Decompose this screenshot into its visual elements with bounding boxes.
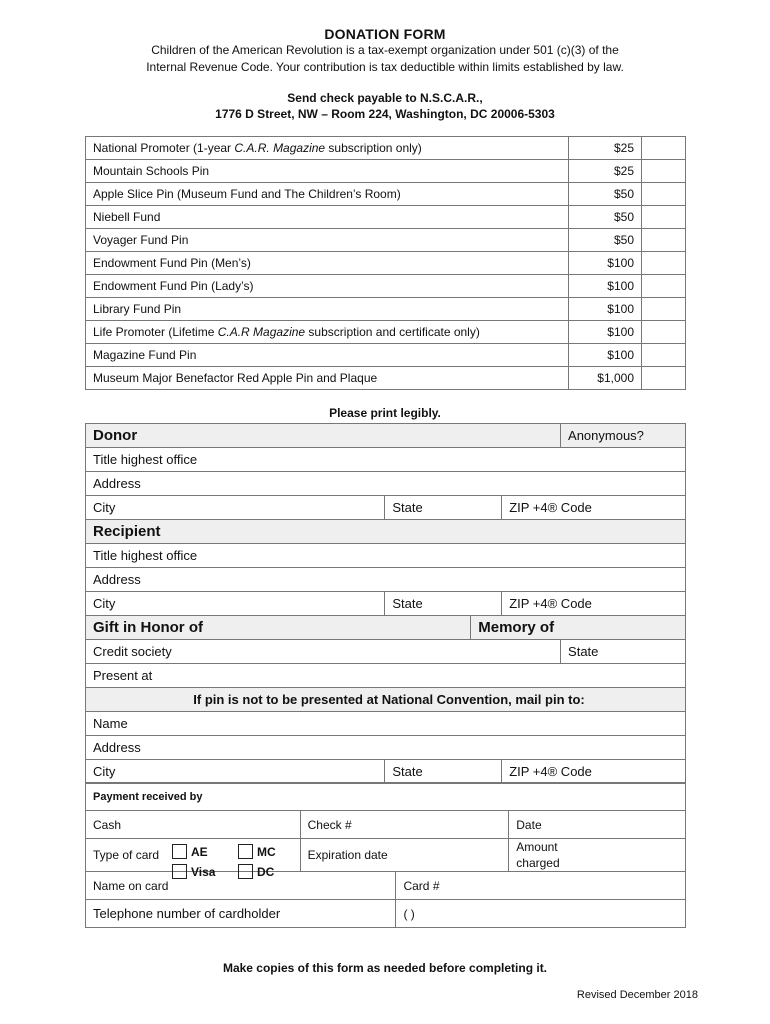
item-price: $1,000 bbox=[569, 367, 642, 390]
donation-item-row bbox=[86, 298, 686, 321]
donation-item-row bbox=[86, 206, 686, 229]
intro-text-line-1: Children of the American Revolution is a tax-exempt organization under 501 (c)(3) of the bbox=[151, 43, 619, 57]
card-number-field[interactable]: Card # bbox=[396, 872, 686, 900]
memory-of-field[interactable]: Memory of bbox=[471, 616, 686, 640]
item-price: $100 bbox=[569, 344, 642, 367]
mail-zip-field[interactable]: ZIP +4® Code bbox=[502, 760, 686, 784]
recipient-zip-field[interactable]: ZIP +4® Code bbox=[502, 592, 686, 616]
date-field[interactable]: Date bbox=[509, 811, 686, 839]
donation-items-table bbox=[85, 136, 686, 390]
item-price: $100 bbox=[569, 252, 642, 275]
ae-checkbox[interactable] bbox=[172, 844, 187, 859]
type-of-card-label: Type of card bbox=[93, 848, 160, 862]
visa-label: Visa bbox=[191, 864, 216, 879]
dc-checkbox[interactable] bbox=[238, 864, 253, 879]
gift-in-honor-field[interactable]: Gift in Honor of bbox=[86, 616, 471, 640]
dc-label: DC bbox=[257, 864, 275, 879]
donor-zip-field[interactable]: ZIP +4® Code bbox=[502, 496, 686, 520]
item-description: Endowment Fund Pin (Men’s) bbox=[86, 252, 569, 275]
form-title: DONATION FORM bbox=[324, 26, 446, 42]
donor-recipient-form bbox=[85, 423, 686, 784]
telephone-label: Telephone number of cardholder bbox=[86, 900, 396, 928]
item-description: Library Fund Pin bbox=[86, 298, 569, 321]
payment-received-by-heading: Payment received by bbox=[86, 783, 686, 811]
check-number-field[interactable]: Check # bbox=[300, 811, 509, 839]
donation-item-row bbox=[86, 321, 686, 344]
item-price: $50 bbox=[569, 183, 642, 206]
charged-label: charged bbox=[516, 856, 560, 870]
donor-title-field[interactable]: Title highest office bbox=[86, 448, 686, 472]
item-description: Museum Major Benefactor Red Apple Pin and Plaque bbox=[86, 367, 569, 390]
donation-item-row bbox=[86, 252, 686, 275]
telephone-field[interactable]: ( ) bbox=[396, 900, 686, 928]
print-legibly-note: Please print legibly. bbox=[329, 406, 441, 420]
donation-item-row bbox=[86, 344, 686, 367]
mail-name-field[interactable]: Name bbox=[86, 712, 686, 736]
visa-checkbox[interactable] bbox=[172, 864, 187, 879]
revision-date: Revised December 2018 bbox=[576, 989, 698, 1001]
item-price: $100 bbox=[569, 275, 642, 298]
ae-label: AE bbox=[191, 844, 208, 859]
intro-text-line-2: Internal Revenue Code. Your contribution is tax deductible within limits established by law. bbox=[146, 60, 624, 74]
item-selection-cell[interactable] bbox=[642, 137, 686, 160]
donation-item-row bbox=[86, 275, 686, 298]
item-description: Apple Slice Pin (Museum Fund and The Children’s Room) bbox=[86, 183, 569, 206]
item-description: Endowment Fund Pin (Lady’s) bbox=[86, 275, 569, 298]
copies-note: Make copies of this form as needed before completing it. bbox=[222, 961, 548, 975]
mc-option[interactable] bbox=[238, 844, 276, 859]
item-description: Life Promoter (Lifetime C.A.R Magazine subscription and certificate only) bbox=[86, 321, 569, 344]
mailing-address: 1776 D Street, NW – Room 224, Washington, DC 20006-5303 bbox=[215, 107, 555, 121]
item-selection-cell[interactable] bbox=[642, 252, 686, 275]
item-price: $25 bbox=[569, 160, 642, 183]
mail-city-field[interactable]: City bbox=[86, 760, 385, 784]
item-selection-cell[interactable] bbox=[642, 344, 686, 367]
recipient-address-field[interactable]: Address bbox=[86, 568, 686, 592]
donor-address-field[interactable]: Address bbox=[86, 472, 686, 496]
amount-label: Amount bbox=[516, 840, 558, 854]
item-selection-cell[interactable] bbox=[642, 160, 686, 183]
cash-field[interactable]: Cash bbox=[86, 811, 301, 839]
present-at-field[interactable]: Present at bbox=[86, 664, 686, 688]
recipient-city-field[interactable]: City bbox=[86, 592, 385, 616]
item-price: $50 bbox=[569, 206, 642, 229]
item-selection-cell[interactable] bbox=[642, 206, 686, 229]
dc-option[interactable] bbox=[238, 864, 274, 879]
recipient-state-field[interactable]: State bbox=[385, 592, 502, 616]
item-price: $100 bbox=[569, 321, 642, 344]
ae-option[interactable] bbox=[172, 844, 208, 859]
mc-label: MC bbox=[257, 844, 276, 859]
type-of-card-cell bbox=[86, 839, 301, 879]
item-description: National Promoter (1-year C.A.R. Magazine subscription only) bbox=[86, 137, 569, 160]
mail-pin-heading: If pin is not to be presented at National Convention, mail pin to: bbox=[86, 688, 686, 712]
item-description: Magazine Fund Pin bbox=[86, 344, 569, 367]
item-description: Mountain Schools Pin bbox=[86, 160, 569, 183]
item-selection-cell[interactable] bbox=[642, 183, 686, 206]
item-selection-cell[interactable] bbox=[642, 275, 686, 298]
item-description: Voyager Fund Pin bbox=[86, 229, 569, 252]
item-price: $25 bbox=[569, 137, 642, 160]
item-selection-cell[interactable] bbox=[642, 367, 686, 390]
donor-heading: Donor bbox=[86, 424, 561, 448]
credit-society-field[interactable]: Credit society bbox=[86, 640, 561, 664]
payable-to: Send check payable to N.S.C.A.R., bbox=[287, 91, 483, 105]
donation-item-row bbox=[86, 160, 686, 183]
item-description: Niebell Fund bbox=[86, 206, 569, 229]
item-price: $100 bbox=[569, 298, 642, 321]
anonymous-field[interactable]: Anonymous? bbox=[561, 424, 686, 448]
item-selection-cell[interactable] bbox=[642, 298, 686, 321]
item-price: $50 bbox=[569, 229, 642, 252]
recipient-heading: Recipient bbox=[86, 520, 686, 544]
name-on-card-field[interactable]: Name on card bbox=[86, 872, 396, 900]
payment-table bbox=[85, 782, 686, 928]
item-selection-cell[interactable] bbox=[642, 321, 686, 344]
donation-item-row bbox=[86, 229, 686, 252]
donation-item-row bbox=[86, 183, 686, 206]
donor-state-field[interactable]: State bbox=[385, 496, 502, 520]
amount-charged-field[interactable] bbox=[509, 839, 686, 872]
mail-address-field[interactable]: Address bbox=[86, 736, 686, 760]
mail-state-field[interactable]: State bbox=[385, 760, 502, 784]
donation-item-row bbox=[86, 137, 686, 160]
visa-option[interactable] bbox=[172, 864, 215, 879]
recipient-title-field[interactable]: Title highest office bbox=[86, 544, 686, 568]
donor-city-field[interactable]: City bbox=[86, 496, 385, 520]
expiration-date-field[interactable]: Expiration date bbox=[300, 839, 509, 872]
donation-item-row bbox=[86, 367, 686, 390]
credit-society-state-field[interactable]: State bbox=[561, 640, 686, 664]
mc-checkbox[interactable] bbox=[238, 844, 253, 859]
item-selection-cell[interactable] bbox=[642, 229, 686, 252]
